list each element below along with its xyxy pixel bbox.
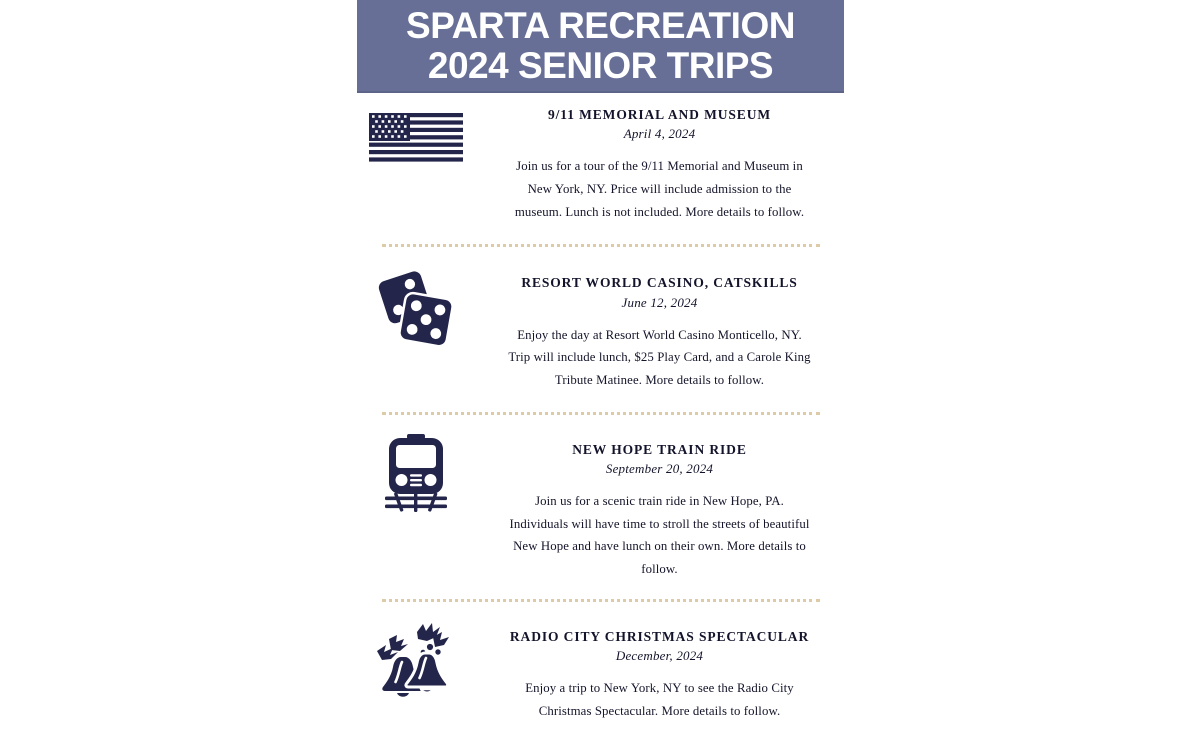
trip-title: 9/11 MEMORIAL AND MUSEUM bbox=[548, 107, 771, 122]
section-divider bbox=[382, 244, 820, 250]
trip-details bbox=[475, 418, 844, 587]
trip-title: NEW HOPE TRAIN RIDE bbox=[572, 441, 747, 457]
dice-icon bbox=[357, 250, 475, 348]
trip-details bbox=[475, 605, 844, 729]
trip-date: December, 2024 bbox=[615, 648, 704, 664]
american-flag-icon bbox=[357, 93, 475, 165]
trip-row bbox=[357, 418, 844, 587]
header-title-line-2: 2024 SENIOR TRIPS bbox=[427, 44, 774, 86]
trip-title: RADIO CITY CHRISTMAS SPECTACULAR bbox=[509, 628, 810, 644]
trip-title: RESORT WORLD CASINO, CATSKILLS bbox=[521, 275, 798, 291]
christmas-bells-icon bbox=[357, 605, 475, 701]
trip-date: June 12, 2024 bbox=[621, 294, 698, 310]
trip-description: Enjoy a trip to New York, NY to see the Radio City Christmas Spectacular. More details to follow. bbox=[525, 681, 794, 718]
spacer bbox=[357, 229, 844, 244]
trip-description: Enjoy the day at Resort World Casino Monticello, NY. Trip will include lunch, $25 Play Card, and a Carole King Tribute Matinee. More details to follow. bbox=[508, 327, 811, 388]
header-banner bbox=[357, 0, 844, 93]
trip-details bbox=[475, 93, 844, 229]
trip-row bbox=[357, 250, 844, 397]
section-divider bbox=[382, 412, 820, 418]
train-icon bbox=[357, 418, 475, 512]
trip-date: September 20, 2024 bbox=[605, 461, 714, 477]
trip-row bbox=[357, 93, 844, 229]
section-divider bbox=[382, 599, 820, 605]
trip-description: Join us for a scenic train ride in New Hope, PA. Individuals will have time to stroll the streets of beautiful New Hope and have lunch on their own. More details to follow. bbox=[509, 493, 810, 577]
trip-description: Join us for a tour of the 9/11 Memorial and Museum in New York, NY. Price will include admission to the museum. Lunch is not included. More details to follow. bbox=[514, 159, 805, 219]
trip-date: April 4, 2024 bbox=[623, 126, 696, 142]
spacer bbox=[357, 398, 844, 412]
spacer bbox=[357, 587, 844, 599]
trip-details bbox=[475, 250, 844, 397]
trip-row bbox=[357, 605, 844, 729]
header-title-line-1: SPARTA RECREATION bbox=[406, 5, 795, 47]
trip-list bbox=[357, 93, 844, 729]
